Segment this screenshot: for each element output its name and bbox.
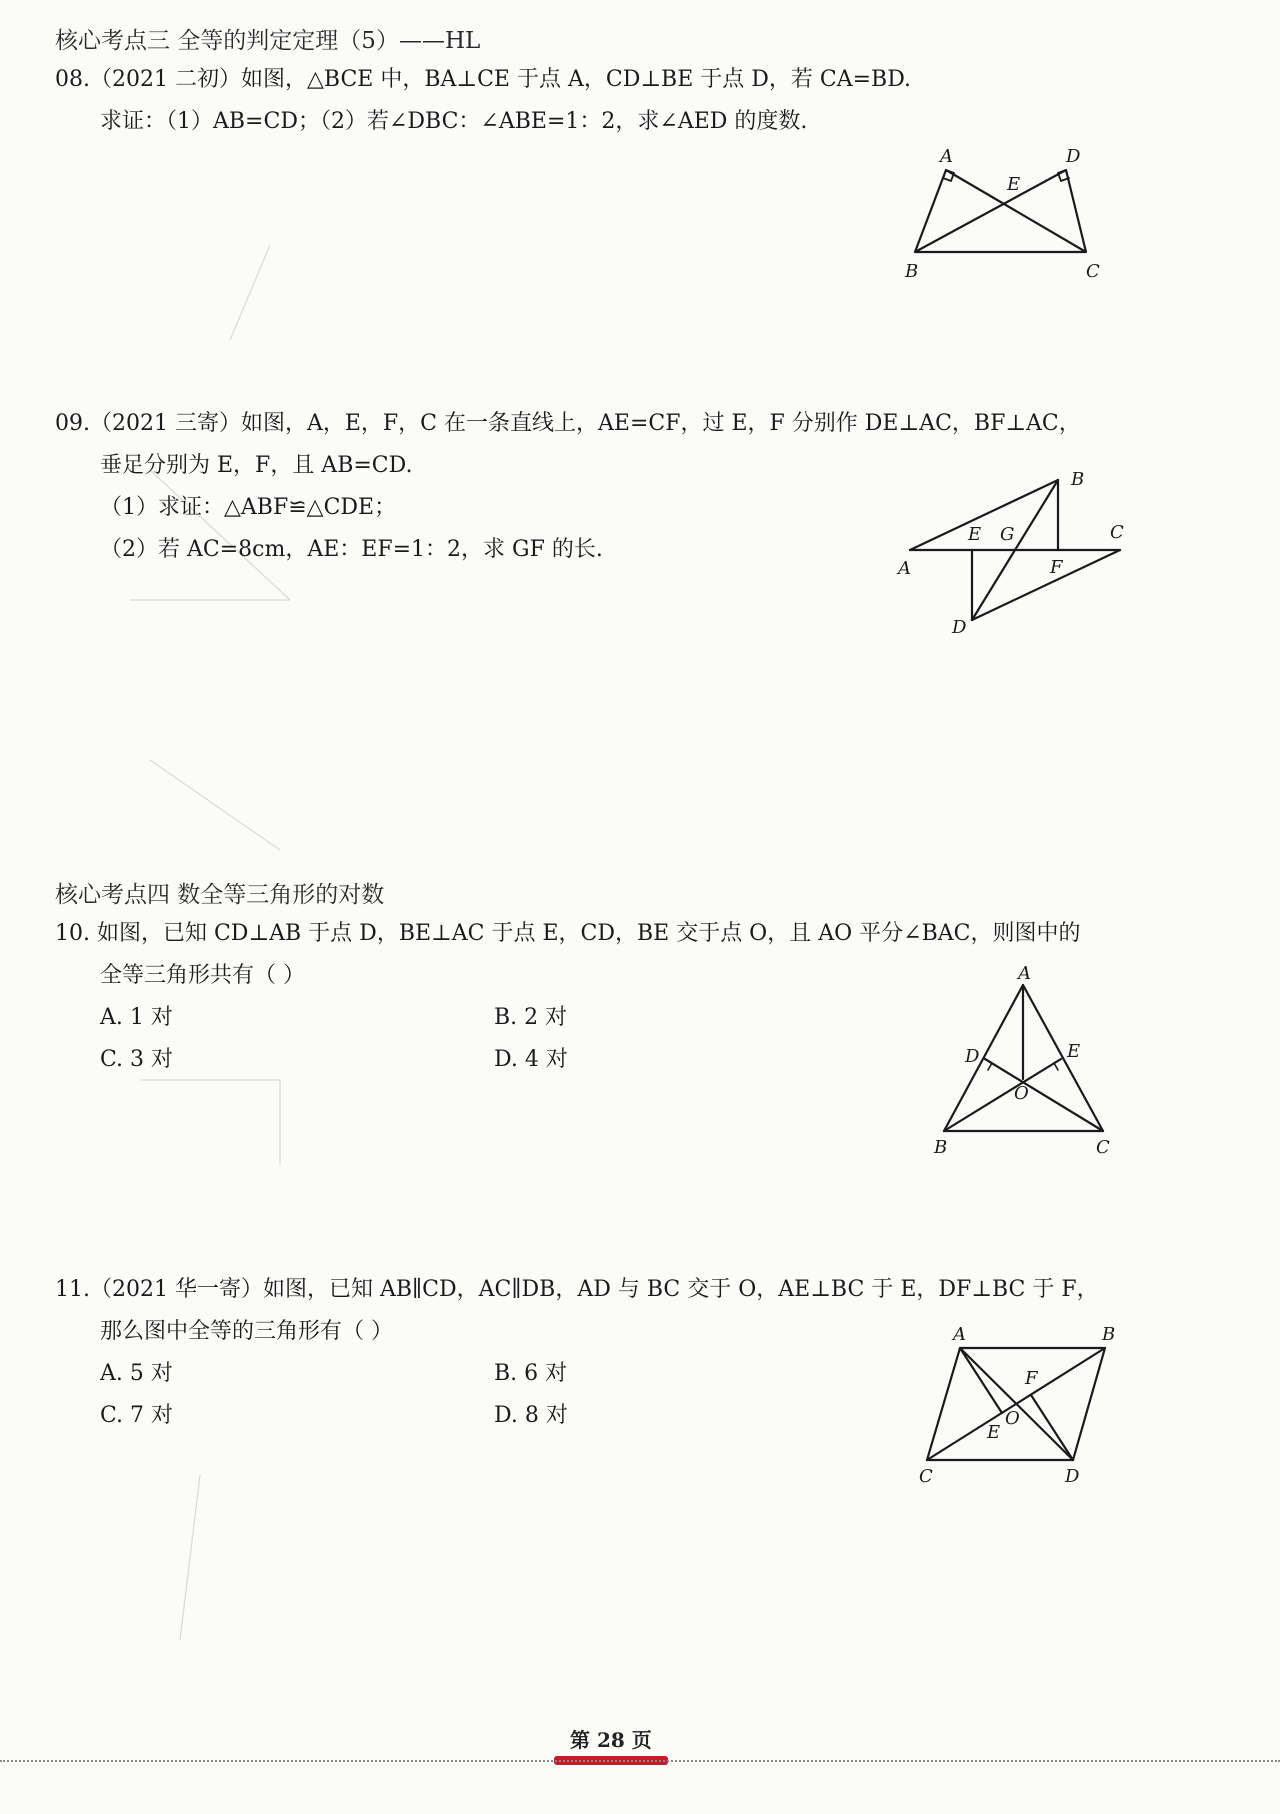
q10-statement: 10. 如图，已知 CD⊥AB 于点 D，BE⊥AC 于点 E，CD，BE 交于点 O，且 AO 平分∠BAC，则图中的 <box>55 921 1081 946</box>
q11-option-c[interactable]: C. 7 对 <box>100 1403 174 1428</box>
q11-label-b: B <box>1102 1324 1116 1345</box>
q10-label-b: B <box>934 1137 948 1158</box>
q10-option-a[interactable]: A. 1 对 <box>100 1005 173 1030</box>
q11-label-c: C <box>919 1466 933 1487</box>
q10-label-o: O <box>1014 1083 1029 1104</box>
q11-statement-cont: 那么图中全等的三角形有（ ） <box>100 1319 393 1344</box>
q08-figure <box>895 148 1125 288</box>
footer-dotted-rule <box>0 1760 1280 1762</box>
q11-figure <box>905 1318 1135 1488</box>
q11-label-d: D <box>1065 1466 1080 1487</box>
q10-option-b[interactable]: B. 2 对 <box>494 1005 568 1030</box>
q11-label-o: O <box>1005 1408 1020 1429</box>
q11-statement: 11.（2021 华一寄）如图，已知 AB∥CD，AC∥DB，AD 与 BC 交于 O，AE⊥BC 于 E，DF⊥BC 于 F， <box>55 1277 1099 1302</box>
q08-label-c: C <box>1086 261 1100 282</box>
q10-label-a: A <box>1018 963 1031 984</box>
section-heading-count: 核心考点四 数全等三角形的对数 <box>55 882 385 908</box>
q09-label-d: D <box>952 617 967 638</box>
q09-label-a: A <box>898 558 911 579</box>
q08-label-a: A <box>940 146 953 167</box>
q08-figure-lines <box>915 170 1086 252</box>
q10-option-d[interactable]: D. 4 对 <box>494 1047 568 1072</box>
q08-label-b: B <box>905 261 919 282</box>
q11-option-a[interactable]: A. 5 对 <box>100 1361 173 1386</box>
q08-statement: 08.（2021 二初）如图，△BCE 中，BA⊥CE 于点 A，CD⊥BE 于点 D，若 CA=BD. <box>55 67 912 92</box>
q10-option-c[interactable]: C. 3 对 <box>100 1047 174 1072</box>
q10-label-c: C <box>1096 1137 1110 1158</box>
q11-label-f: F <box>1025 1368 1038 1389</box>
q11-option-b[interactable]: B. 6 对 <box>494 1361 568 1386</box>
q10-label-e: E <box>1067 1041 1081 1062</box>
q09-label-f: F <box>1050 557 1063 578</box>
q08-label-e: E <box>1007 174 1021 195</box>
q09-label-e: E <box>968 524 982 545</box>
q09-figure <box>898 470 1138 640</box>
q10-label-d: D <box>965 1046 980 1067</box>
section-heading-hl: 核心考点三 全等的判定定理（5）——HL <box>55 28 481 54</box>
q09-label-g: G <box>1000 524 1015 545</box>
q09-statement-cont: 垂足分别为 E，F，且 AB=CD. <box>100 453 413 478</box>
q11-option-d[interactable]: D. 8 对 <box>494 1403 568 1428</box>
page-number: 第 28 页 <box>570 1728 652 1752</box>
q08-tasks: 求证：（1）AB=CD；（2）若∠DBC：∠ABE=1：2，求∠AED 的度数. <box>100 109 808 134</box>
q09-label-b: B <box>1071 469 1085 490</box>
q09-task-2: （2）若 AC=8cm，AE：EF=1：2，求 GF 的长. <box>100 537 603 562</box>
q09-statement: 09.（2021 三寄）如图，A，E，F，C 在一条直线上，AE=CF，过 E，F 分别作 DE⊥AC，BF⊥AC， <box>55 411 1081 436</box>
q11-label-e: E <box>987 1422 1001 1443</box>
q09-label-c: C <box>1110 522 1124 543</box>
q08-label-d: D <box>1066 146 1081 167</box>
q11-label-a: A <box>953 1324 966 1345</box>
q10-figure <box>928 963 1128 1158</box>
q10-statement-cont: 全等三角形共有（ ） <box>100 963 305 988</box>
q09-task-1: （1）求证：△ABF≌△CDE； <box>100 495 397 520</box>
